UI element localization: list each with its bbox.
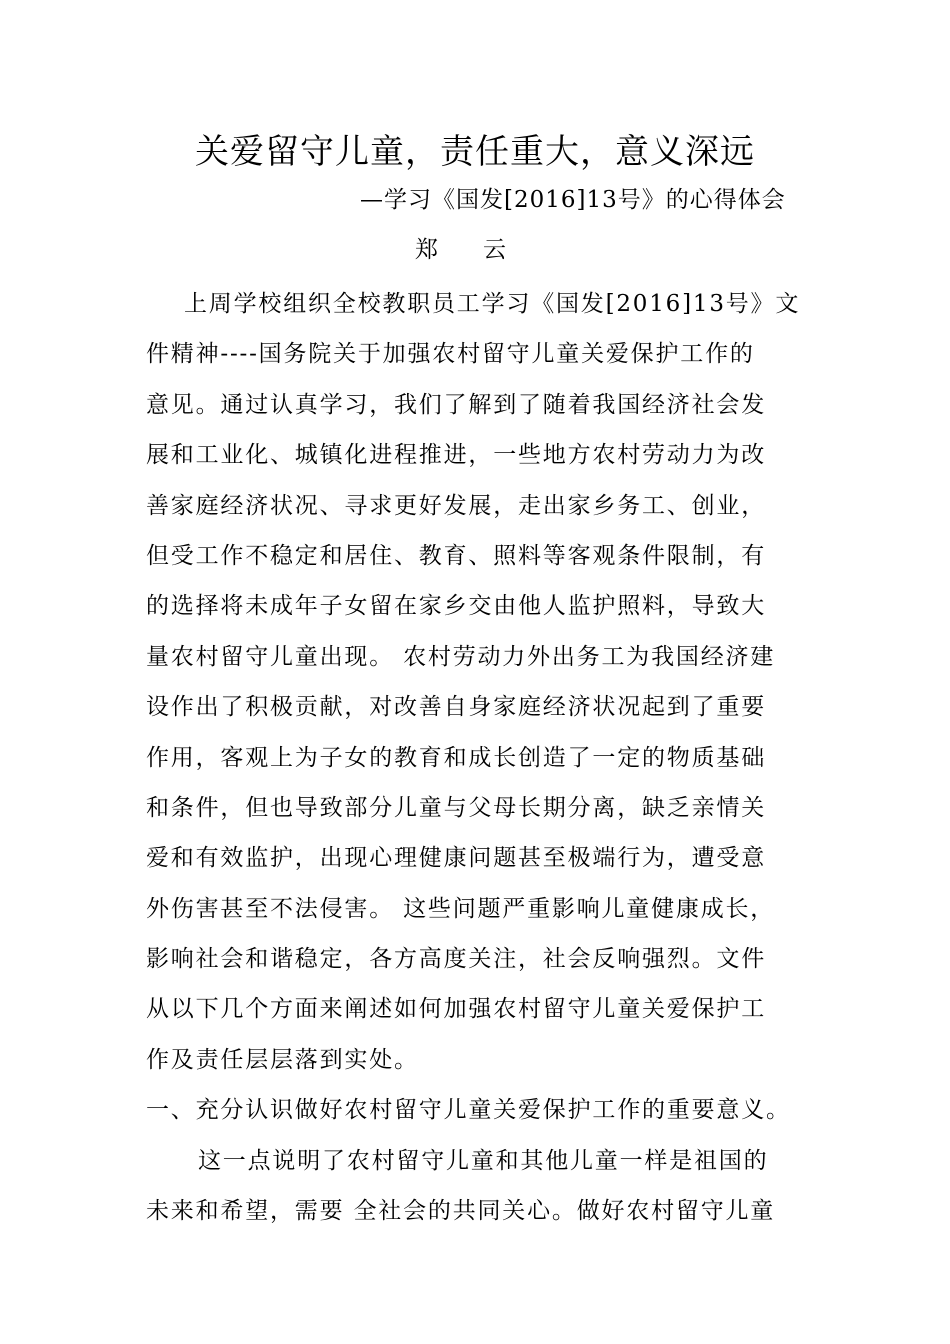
paragraph-line: 上周学校组织全校教职员工学习《国发[2016]13号》文	[184, 291, 801, 317]
section-heading: 一、充分认识做好农村留守儿童关爱保护工作的重要意义。	[146, 1097, 791, 1124]
paragraph-line: 未来和希望，需要 全社会的共同关心。做好农村留守儿童	[146, 1198, 776, 1225]
paragraph-line: 善家庭经济状况、寻求更好发展，走出家乡务工、创业，	[146, 492, 766, 519]
paragraph-line: 量农村留守儿童出现。 农村劳动力外出务工为我国经济建	[146, 643, 776, 670]
paragraph-line: 和条件，但也导致部分儿童与父母长期分离，缺乏亲情关	[146, 794, 766, 821]
paragraph-line: 设作出了积极贡献，对改善自身家庭经济状况起到了重要	[146, 694, 766, 721]
document-subtitle: —学习《国发[2016]13号》的心得体会	[360, 187, 786, 213]
paragraph-line: 影响社会和谐稳定，各方高度关注，社会反响强烈。文件	[146, 946, 766, 973]
paragraph-line: 爱和有效监护，出现心理健康问题甚至极端行为，遭受意	[146, 845, 766, 872]
paragraph-line: 这一点说明了农村留守儿童和其他儿童一样是祖国的	[198, 1147, 769, 1174]
paragraph-line: 的选择将未成年子女留在家乡交由他人监护照料，导致大	[146, 593, 766, 620]
paragraph-line: 展和工业化、城镇化进程推进，一些地方农村劳动力为改	[146, 442, 766, 469]
paragraph-line: 从以下几个方面来阐述如何加强农村留守儿童关爱保护工	[146, 996, 766, 1023]
paragraph-line: 意见。通过认真学习，我们了解到了随着我国经济社会发	[146, 391, 766, 418]
paragraph-line: 作用，客观上为子女的教育和成长创造了一定的物质基础	[146, 744, 766, 771]
paragraph-line: 外伤害甚至不法侵害。 这些问题严重影响儿童健康成长，	[146, 895, 776, 922]
author-name	[415, 232, 507, 268]
paragraph-line: 但受工作不稳定和居住、教育、照料等客观条件限制，有	[146, 542, 766, 569]
author-given-name: 云	[483, 237, 507, 263]
paragraph-line: 作及责任层层落到实处。	[146, 1046, 419, 1073]
document-title: 关爱留守儿童，责任重大，意义深远	[195, 132, 755, 172]
body-text	[146, 284, 818, 1241]
author-surname: 郑	[415, 237, 439, 263]
paragraph-line: 件精神----国务院关于加强农村留守儿童关爱保护工作的	[146, 341, 755, 368]
